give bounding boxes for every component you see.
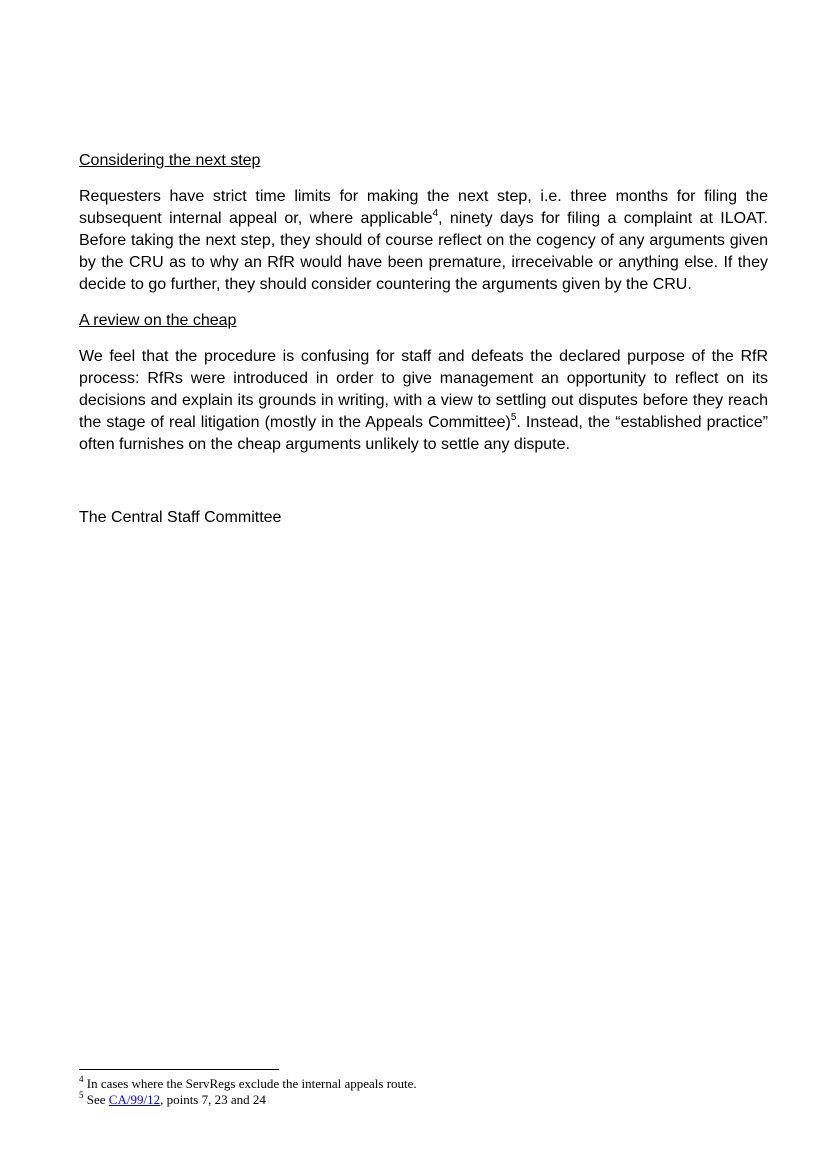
footnote-ref-5[interactable]: 5 (510, 411, 517, 423)
section-heading-review-on-cheap: A review on the cheap (79, 312, 237, 329)
paragraph-text: Requesters have strict time limits for making the next step, i.e. three months for filing the subsequent internal appeal or, where applicable (79, 188, 768, 227)
footnote-number: 4 (79, 1073, 84, 1084)
footnote-link-ca-99-12[interactable]: CA/99/12 (108, 1092, 161, 1107)
section-heading-next-step: Considering the next step (79, 152, 261, 169)
paragraph-review-on-cheap (79, 346, 768, 456)
footnote-number: 5 (79, 1089, 84, 1100)
footnote-4 (79, 1073, 768, 1092)
signature: The Central Staff Committee (79, 509, 282, 526)
footnote-suffix: , points 7, 23 and 24 (160, 1092, 266, 1107)
paragraph-text: We feel that the procedure is confusing for staff and defeats the declared purpose of the RfR process: RfRs were introduced in order to give management an opportunity to reflect on its decisions and explain its grounds in writing, with a view to settling out disputes before they reach the stage of real litigation (mostly in the Appeals Committee) (79, 348, 768, 431)
footnote-separator (79, 1069, 279, 1070)
document-body (79, 150, 768, 529)
paragraph-text: . Instead, the “established practice” often furnishes on the cheap arguments unlikely to settle any dispute. (79, 414, 769, 453)
paragraph-text: , ninety days for filing a complaint at ILOAT. Before taking the next step, they should of course reflect on the cogency of any arguments given by the CRU as to why an RfR would have been premature, irreceivable or anything else. If they decide to go further, they should consider countering the arguments given by the CRU. (79, 210, 769, 293)
footnote-5 (79, 1089, 768, 1108)
footnotes (79, 1069, 768, 1108)
footnote-prefix: See (86, 1092, 109, 1107)
footnote-text: In cases where the ServRegs exclude the internal appeals route. (86, 1076, 417, 1091)
paragraph-next-step (79, 186, 768, 296)
footnote-ref-4[interactable]: 4 (432, 207, 439, 219)
